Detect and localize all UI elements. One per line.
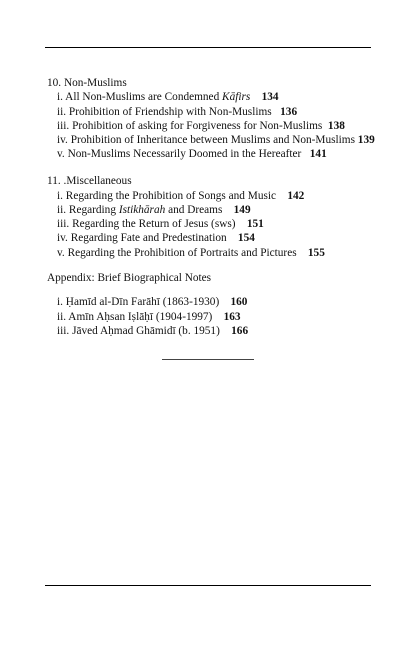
toc-entry (47, 217, 407, 231)
toc-entry (47, 231, 407, 245)
entry-text: i. Regarding the Prohibition of Songs and Music (57, 189, 277, 202)
toc-entry (47, 105, 407, 119)
entry-text: ii. Regarding (57, 203, 119, 216)
toc-entry (47, 246, 407, 260)
page-number: 149 (233, 203, 251, 216)
entry-text: v. Regarding the Prohibition of Portraits and Pictures (57, 246, 297, 259)
entry-text: ii. Amīn Aḥsan Iṣlāḥī (1904-1997) (57, 310, 213, 323)
page-number: 151 (246, 218, 264, 231)
page-number: 141 (309, 148, 327, 161)
bottom-rule (45, 585, 371, 586)
entry-after: and Dreams (165, 203, 223, 216)
page-number: 138 (327, 119, 345, 132)
entry-text: ii. Prohibition of Friendship with Non-Muslims (57, 105, 272, 118)
toc-entry (47, 90, 407, 104)
top-rule (45, 47, 371, 48)
section-title: 10. Non-Muslims (47, 77, 127, 89)
toc-entry (47, 310, 407, 324)
table-of-contents (47, 76, 407, 338)
page-number: 154 (237, 232, 255, 245)
entry-text: i. Ḥamīd al-Dīn Farāhī (1863-1930) (57, 296, 220, 309)
toc-entry (47, 203, 407, 217)
appendix-title: Appendix: Brief Biographical Notes (47, 272, 212, 285)
page-number: 139 (357, 134, 375, 147)
page-number: 163 (223, 310, 241, 323)
entry-text: v. Non-Muslims Necessarily Doomed in the Hereafter (57, 148, 302, 161)
page-number: 155 (307, 246, 325, 259)
toc-entry (47, 147, 407, 161)
entry-text: iv. Prohibition of Inheritance between Muslims and Non-Muslims (57, 134, 355, 147)
toc-entry (47, 295, 407, 309)
page-number: 134 (261, 91, 279, 104)
entry-italic: Istikhārah (118, 203, 166, 216)
entry-italic: Kāfirs (222, 91, 251, 104)
toc-entry (47, 133, 407, 147)
entry-text: i. All Non-Muslims are Condemned (57, 91, 223, 104)
page-number: 136 (280, 105, 298, 118)
separator-rule (162, 359, 254, 360)
entry-text: iii. Jāved Aḥmad Ghāmidī (b. 1951) (57, 324, 220, 337)
page-number: 166 (231, 324, 249, 337)
page-number: 142 (287, 189, 305, 202)
entry-text: iv. Regarding Fate and Predestination (57, 232, 227, 245)
entry-text: iii. Prohibition of asking for Forgiveness for Non-Muslims (57, 119, 323, 132)
toc-entry (47, 119, 407, 133)
toc-entry (47, 324, 407, 338)
entry-text: iii. Regarding the Return of Jesus (sws) (57, 218, 236, 231)
page-number: 160 (230, 296, 248, 309)
section-title: 11. .Miscellaneous (47, 175, 132, 188)
toc-entry (47, 189, 407, 203)
